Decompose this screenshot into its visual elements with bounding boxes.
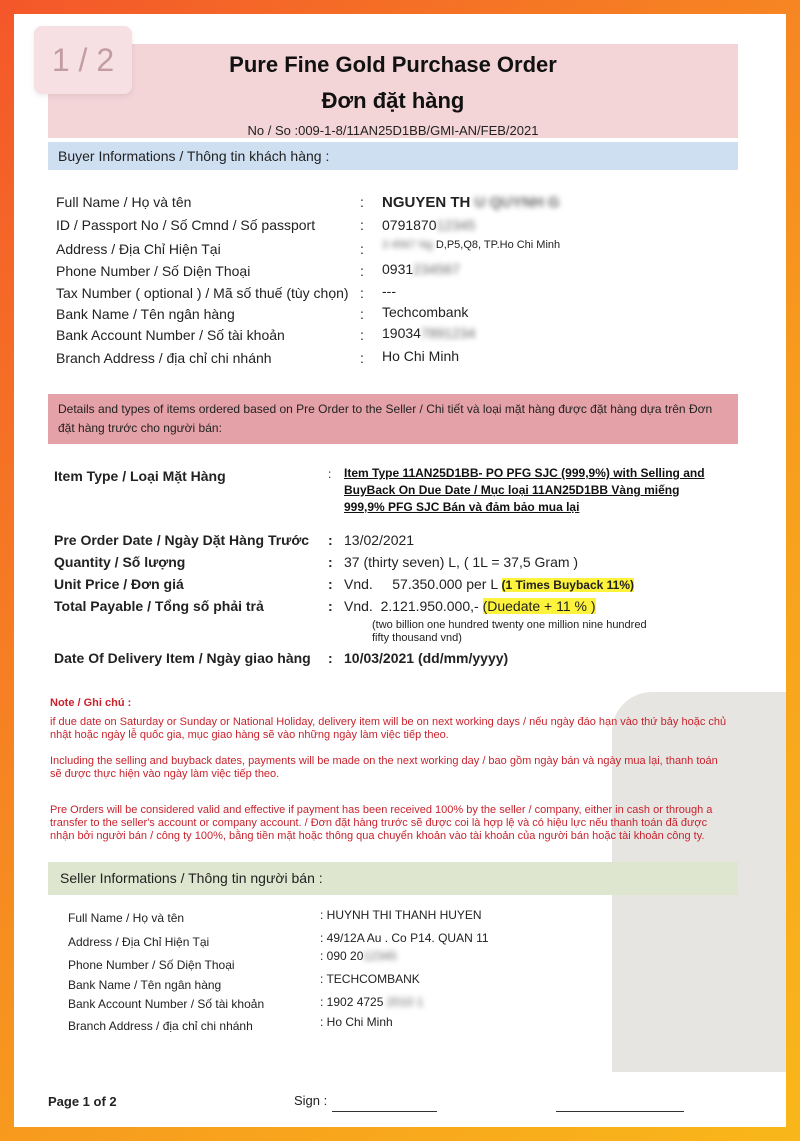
signature-line-buyer bbox=[332, 1111, 437, 1112]
buyer-account-value: 190347891234 bbox=[382, 325, 476, 341]
buyer-name-value: NGUYEN TH U QUYNH G bbox=[382, 194, 560, 211]
unit-price-note: (1 Times Buyback 11%) bbox=[501, 578, 635, 592]
seller-account-value: : 1902 4725 2010 1 bbox=[320, 995, 424, 1009]
total-payable-value: Vnd. 2.121.950.000,- (Duedate + 11 % ) bbox=[344, 598, 596, 614]
seller-address-value: : 49/12A Au . Co P14. QUAN 11 bbox=[320, 931, 489, 945]
buyer-id-value: 079187012345 bbox=[382, 217, 476, 233]
colon: : bbox=[360, 285, 364, 301]
quantity-value: 37 (thirty seven) L, ( 1L = 37,5 Gram ) bbox=[344, 554, 579, 570]
colon: : bbox=[360, 327, 364, 343]
details-section-header: Details and types of items ordered based on Pre Order to the Seller / Chi tiết và loại mặt hàng được đặt hàng dựa trên Đơn đặt hàng trước cho người bán: bbox=[48, 394, 738, 444]
colon: : bbox=[360, 241, 364, 257]
seller-account-label: Bank Account Number / Số tài khoản bbox=[68, 997, 265, 1011]
order-number: No / So :009-1-8/11AN25D1BB/GMI-AN/FEB/2021 bbox=[247, 123, 539, 138]
item-type-label: Item Type / Loại Mặt Hàng bbox=[54, 468, 226, 484]
colon: : bbox=[360, 306, 364, 322]
buyer-id-label: ID / Passport No / Số Cmnd / Số passport bbox=[56, 217, 316, 233]
colon: : bbox=[360, 350, 364, 366]
unit-price-value: Vnd. 57.350.000 per L (1 Times Buyback 11%) bbox=[344, 576, 635, 592]
note-heading: Note / Ghi chú : bbox=[50, 697, 132, 709]
title-english: Pure Fine Gold Purchase Order bbox=[229, 52, 557, 77]
seller-branch-label: Branch Address / địa chỉ chi nhánh bbox=[68, 1019, 253, 1033]
buyer-tax-value: --- bbox=[382, 283, 396, 299]
seller-branch-value: : Ho Chi Minh bbox=[320, 1015, 393, 1029]
colon: : bbox=[328, 554, 333, 570]
buyer-section-header: Buyer Informations / Thông tin khách hàng : bbox=[48, 142, 738, 170]
buyer-bank-label: Bank Name / Tên ngân hàng bbox=[56, 306, 235, 322]
seller-address-label: Address / Địa Chỉ Hiện Tại bbox=[68, 935, 210, 949]
seller-bank-value: : TECHCOMBANK bbox=[320, 972, 420, 986]
colon: : bbox=[360, 263, 364, 279]
pre-order-date-value: 13/02/2021 bbox=[344, 532, 415, 548]
colon: : bbox=[328, 532, 333, 548]
total-in-words: (two billion one hundred twenty one million nine hundred fifty thousand vnd) bbox=[372, 619, 647, 644]
buyer-account-label: Bank Account Number / Số tài khoản bbox=[56, 327, 285, 343]
buyer-branch-label: Branch Address / địa chỉ chi nhánh bbox=[56, 350, 272, 366]
seller-name-label: Full Name / Họ và tên bbox=[68, 911, 185, 925]
note-paragraph-2: Including the selling and buyback dates, payments will be made on the next working day / bao gồm ngày bán và ngày mua lại, thanh toán sẽ được thực hiện vào ngày làm việc tiếp theo. bbox=[50, 755, 718, 780]
unit-price-label: Unit Price / Đơn giá bbox=[54, 576, 184, 592]
total-payable-label: Total Payable / Tổng số phải trả bbox=[54, 598, 264, 614]
colon: : bbox=[328, 467, 332, 481]
buyer-phone-label: Phone Number / Số Diện Thoại bbox=[56, 263, 251, 279]
seller-name-value: : HUYNH THI THANH HUYEN bbox=[320, 908, 482, 922]
seller-phone-value: : 090 2012345 bbox=[320, 949, 397, 963]
note-paragraph-3: Pre Orders will be considered valid and effective if payment has been received 100% by the seller / company, either in cash or through a transfer to the seller's account or company account. / Đơn đặt hàng trước sẽ được coi là hợp lệ và có hiệu lực nếu thanh toán đã được nhận bởi người bán / công ty 100%, bằng tiền mặt hoặc thông qua chuyển khoản vào tài khoản của người bán hoặc tài khoản công ty. bbox=[50, 804, 713, 842]
sign-label: Sign : bbox=[294, 1093, 328, 1108]
delivery-date-label: Date Of Delivery Item / Ngày giao hàng bbox=[54, 650, 311, 666]
colon: : bbox=[328, 598, 333, 614]
buyer-phone-value: 0931234567 bbox=[382, 261, 460, 277]
quantity-label: Quantity / Số lượng bbox=[54, 554, 186, 570]
colon: : bbox=[328, 576, 333, 592]
page-number: Page 1 of 2 bbox=[48, 1094, 117, 1109]
buyer-address-label: Address / Địa Chỉ Hiện Tại bbox=[56, 241, 221, 257]
pre-order-date-label: Pre Order Date / Ngày Dặt Hàng Trước bbox=[54, 532, 310, 548]
colon: : bbox=[360, 217, 364, 233]
page-indicator: 1 / 2 bbox=[34, 26, 132, 94]
buyer-address-value: 3 4567 Ng D,P5,Q8, TP.Ho Chi Minh bbox=[382, 239, 561, 251]
item-type-value: Item Type 11AN25D1BB- PO PFG SJC (999,9%) with Selling and BuyBack On Due Date / Mục loại 11AN25D1BB Vàng miếng 999,9% PFG SJC Bán và đảm bảo mua lại bbox=[344, 466, 705, 514]
document-page bbox=[14, 14, 786, 1127]
seller-phone-label: Phone Number / Số Diện Thoại bbox=[68, 958, 235, 972]
title-vietnamese: Đơn đặt hàng bbox=[321, 88, 465, 113]
colon: : bbox=[360, 194, 364, 210]
note-paragraph-1: if due date on Saturday or Sunday or National Holiday, delivery item will be on next working days / nếu ngày đáo hạn vào thứ bảy hoặc chủ nhật hoặc ngày lễ quốc gia, mục giao hàng sẽ vào những ngày làm việc tiếp theo. bbox=[50, 716, 727, 741]
seller-section-header: Seller Informations / Thông tin người bán : bbox=[48, 862, 738, 895]
seller-bank-label: Bank Name / Tên ngân hàng bbox=[68, 978, 222, 992]
delivery-date-value: 10/03/2021 (dd/mm/yyyy) bbox=[344, 650, 509, 666]
buyer-tax-label: Tax Number ( optional ) / Mã số thuế (tùy chọn) bbox=[56, 285, 349, 301]
buyer-branch-value: Ho Chi Minh bbox=[382, 348, 460, 364]
buyer-name-label: Full Name / Họ và tên bbox=[56, 194, 192, 210]
colon: : bbox=[328, 650, 333, 666]
signature-line-seller bbox=[556, 1111, 684, 1112]
total-payable-note: (Duedate + 11 % ) bbox=[482, 598, 596, 614]
buyer-bank-value: Techcombank bbox=[382, 304, 469, 320]
